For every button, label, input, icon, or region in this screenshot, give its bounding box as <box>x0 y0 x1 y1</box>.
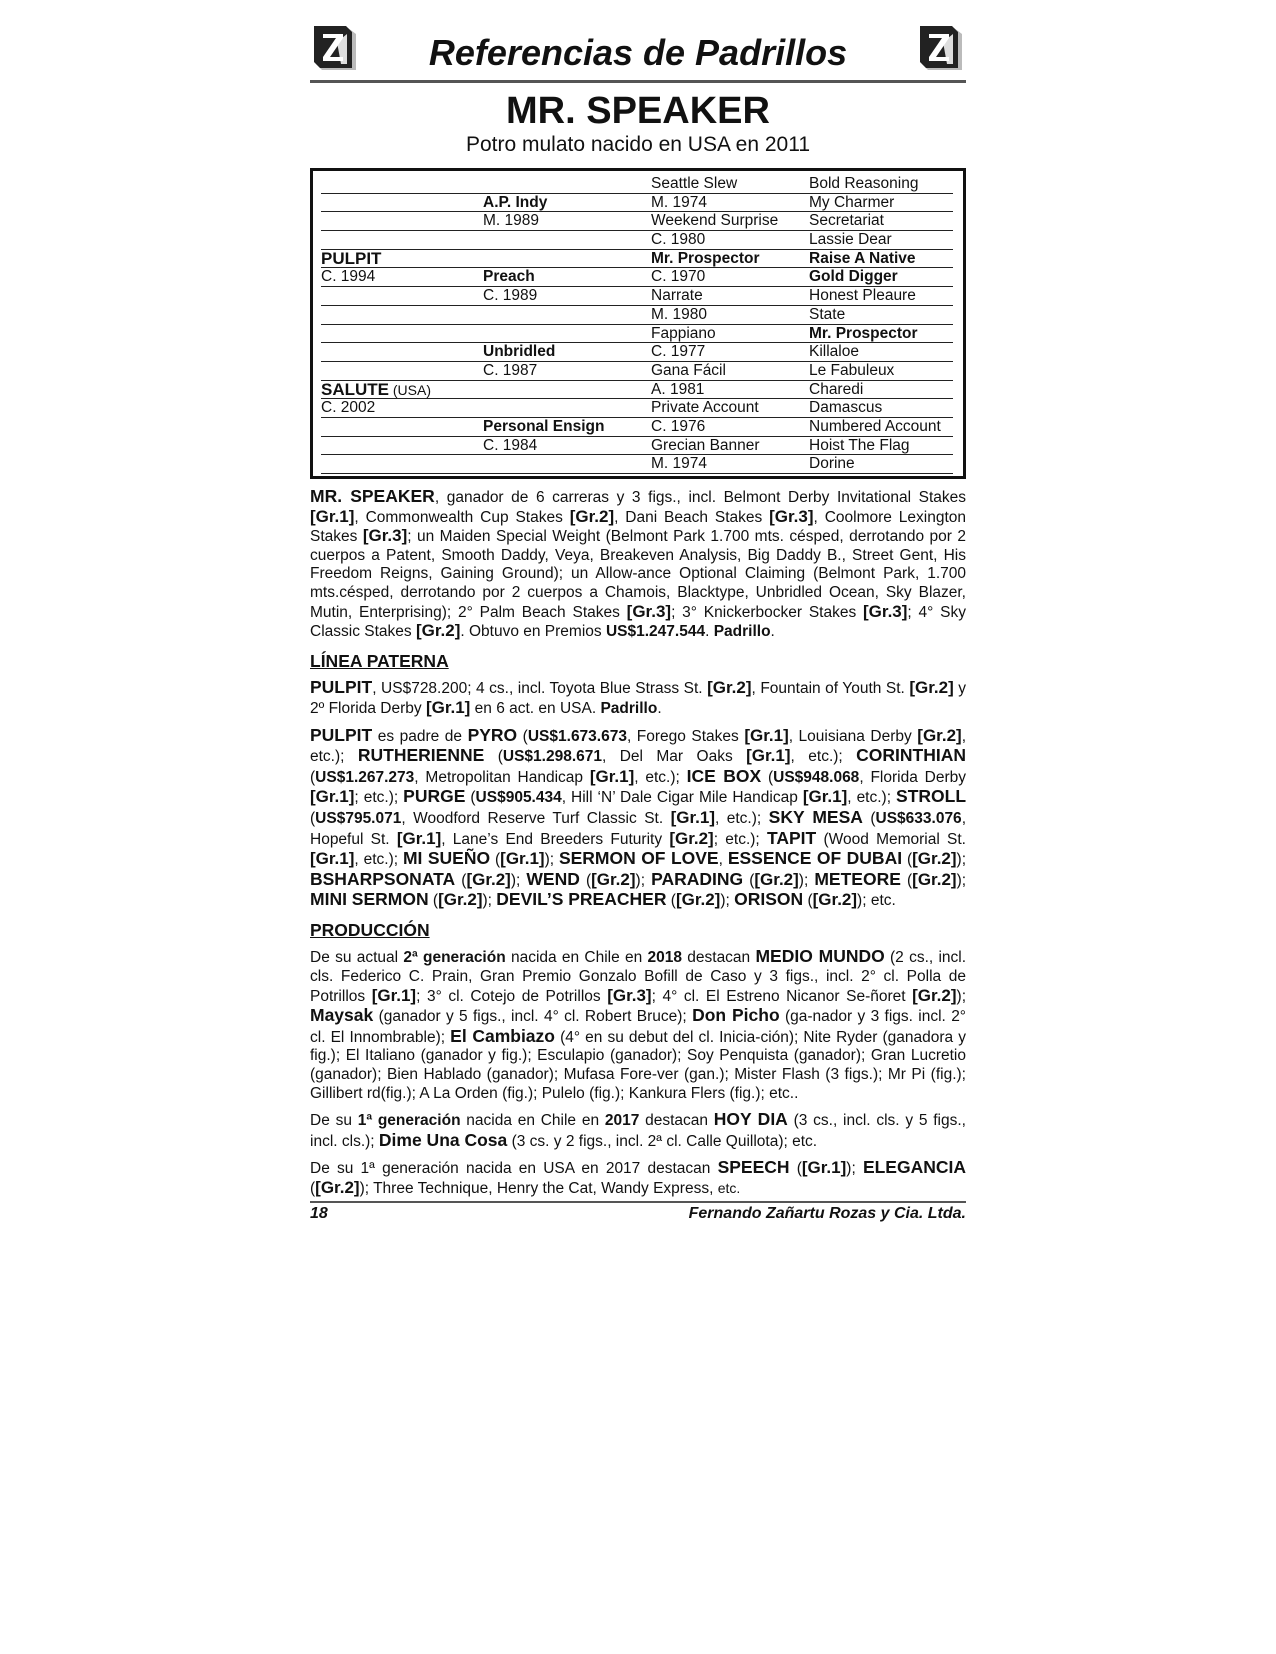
pedigree-cell <box>483 250 651 269</box>
pedigree-row <box>321 268 953 287</box>
pedigree-cell: Damascus <box>809 399 953 418</box>
pedigree-cell: Seattle Slew <box>651 175 809 194</box>
pedigree-cell: Numbered Account <box>809 418 953 437</box>
logo-icon <box>918 24 964 74</box>
pedigree-cell: A.P. Indy <box>483 194 651 213</box>
pedigree-cell: Unbridled <box>483 343 651 362</box>
page-number: 18 <box>310 1204 328 1222</box>
production-paragraph-usa-2017: De su 1ª generación nacida en USA en 2017 destacan SPEECH ([Gr.1]); ELEGANCIA ([Gr.2]); Three Technique, Henry the Cat, Wandy Express, etc. <box>310 1157 966 1197</box>
pedigree-cell: M. 1974 <box>651 455 809 474</box>
pedigree-row <box>321 343 953 362</box>
pedigree-cell: Le Fabuleux <box>809 362 953 381</box>
page-footer <box>310 1201 966 1223</box>
horse-name: MR. SPEAKER <box>506 90 770 132</box>
article-body <box>310 487 966 1199</box>
pedigree-cell: Weekend Surprise <box>651 212 809 231</box>
pedigree-row <box>321 455 953 474</box>
pedigree-cell <box>321 362 483 381</box>
pedigree-cell: Mr. Prospector <box>809 325 953 344</box>
pedigree-cell <box>483 325 651 344</box>
pedigree-cell <box>321 343 483 362</box>
pedigree-cell: Preach <box>483 268 651 287</box>
pedigree-cell: M. 1974 <box>651 194 809 213</box>
pedigree-cell: Dorine <box>809 455 953 474</box>
pedigree-cell: Gana Fácil <box>651 362 809 381</box>
pedigree-row <box>321 399 953 418</box>
pedigree-cell: C. 1977 <box>651 343 809 362</box>
pedigree-cell: C. 1989 <box>483 287 651 306</box>
pedigree-cell: C. 1976 <box>651 418 809 437</box>
pedigree-cell <box>483 306 651 325</box>
sire-progeny-paragraph: PULPIT es padre de PYRO (US$1.673.673, Forego Stakes [Gr.1], Louisiana Derby [Gr.2], etc.); RUTHERIENNE (US$1.298.671, Del Mar Oaks [Gr.1], etc.); CORINTHIAN (US$1.267.273, Metropolitan Handicap [Gr.1], etc.); ICE BOX (US$948.068, Florida Derby [Gr.1]; etc.); PURGE (US$905.434, Hill ‘N’ Dale Cigar Mile Handicap [Gr.1], etc.); STROLL (US$795.071, Woodford Reserve Turf Classic St. [Gr.1], etc.); SKY MESA (US$633.076, Hopeful St. [Gr.1], Lane’s End Breeders Futurity [Gr.2]; etc.); TAPIT (Wood Memorial St. [Gr.1], etc.); MI SUEÑO ([Gr.1]); SERMON OF LOVE, ESSENCE OF DUBAI ([Gr.2]); BSHARPSONATA ([Gr.2]); WEND ([Gr.2]); PARADING ([Gr.2]); METEORE ([Gr.2]); MINI SERMON ([Gr.2]); DEVIL’S PREACHER ([Gr.2]); ORISON ([Gr.2]); etc. <box>310 724 967 910</box>
sire-record-paragraph: PULPIT, US$728.200; 4 cs., incl. Toyota Blue Strass St. [Gr.2], Fountain of Youth St. [Gr.2] y 2º Florida Derby [Gr.1] en 6 act. en USA. Padrillo. <box>310 677 967 717</box>
pedigree-cell: Grecian Banner <box>651 437 809 456</box>
pedigree-row <box>321 437 953 456</box>
pedigree-row <box>321 175 953 194</box>
pedigree-cell: Private Account <box>651 399 809 418</box>
pedigree-cell: C. 1987 <box>483 362 651 381</box>
header-rule <box>310 80 966 83</box>
pedigree-cell: Bold Reasoning <box>809 175 953 194</box>
pedigree-cell <box>321 231 483 250</box>
pedigree-cell: C. 1984 <box>483 437 651 456</box>
pedigree-row <box>321 250 953 269</box>
pedigree-cell: Hoist The Flag <box>809 437 953 456</box>
pedigree-cell <box>483 455 651 474</box>
pedigree-cell: Fappiano <box>651 325 809 344</box>
page-header <box>310 22 966 84</box>
pedigree-row <box>321 325 953 344</box>
pedigree-cell <box>321 325 483 344</box>
pedigree-cell <box>321 418 483 437</box>
pedigree-row <box>321 212 953 231</box>
pedigree-cell: Lassie Dear <box>809 231 953 250</box>
pedigree-cell <box>483 381 651 400</box>
production-paragraph-chile-2017: De su 1ª generación nacida en Chile en 2017 destacan HOY DIA (3 cs., incl. cls. y 5 figs., incl. cls.); Dime Una Cosa (3 cs. y 2 figs., incl. 2ª cl. Calle Quillota); etc. <box>310 1109 966 1150</box>
pedigree-cell: Narrate <box>651 287 809 306</box>
pedigree-dam-origin: (USA) <box>389 381 431 398</box>
pedigree-cell: Personal Ensign <box>483 418 651 437</box>
pedigree-cell: C. 1980 <box>651 231 809 250</box>
pedigree-cell: My Charmer <box>809 194 953 213</box>
pedigree-sire-name: PULPIT <box>321 250 483 269</box>
pedigree-cell: M. 1989 <box>483 212 651 231</box>
pedigree-row <box>321 231 953 250</box>
pedigree-cell <box>321 194 483 213</box>
pedigree-cell <box>483 399 651 418</box>
page-header-title: Referencias de Padrillos <box>428 32 848 73</box>
pedigree-cell: C. 1994 <box>321 268 483 287</box>
pedigree-cell: Mr. Prospector <box>651 250 809 269</box>
pedigree-cell <box>321 306 483 325</box>
pedigree-row <box>321 362 953 381</box>
pedigree-row <box>321 381 953 400</box>
pedigree-cell: Gold Digger <box>809 268 953 287</box>
section-heading-linea-paterna: LÍNEA PATERNA <box>310 650 449 671</box>
pedigree-table <box>310 168 966 479</box>
pedigree-dam-name: SALUTE <box>321 380 389 399</box>
horse-subtitle: Potro mulato nacido en USA en 2011 <box>465 133 810 156</box>
pedigree-row <box>321 287 953 306</box>
section-heading-produccion: PRODUCCIÓN <box>310 919 430 940</box>
production-paragraph-chile-2018: De su actual 2ª generación nacida en Chile en 2018 destacan MEDIO MUNDO (2 cs., incl. cls. Federico C. Prain, Gran Premio Gonzalo Bofill de Caso y 3 figs., incl. 2° cl. Polla de Potrillos [Gr.1]; 3° cl. Cotejo de Potrillos [Gr.3]; 4° cl. El Estreno Nicanor Se-ñoret [Gr.2]); Maysak (ganador y 5 figs., incl. 4° cl. Robert Bruce); Don Picho (ga-nador y 3 figs. incl. 2° cl. El Innombrable); El Cambiazo (4° en su debut del cl. Inicia-ción); Nite Ryder (ganadora y fig.); El Italiano (ganador y fig.); Esculapio (ganador); Soy Penquista (ganador); Gran Lucretio (ganador); Bien Hablado (ganador); Mufasa Fore-ver (gan.); Mister Flash (3 figs.); Mr Pi (fig.); Gillibert rd(fig.); A La Orden (fig.); Pulelo (fig.); Kankura Flers (fig.); etc.. <box>310 946 967 1102</box>
pedigree-row <box>321 418 953 437</box>
pedigree-cell <box>483 231 651 250</box>
pedigree-cell: Raise A Native <box>809 250 953 269</box>
document-page <box>310 22 966 1223</box>
pedigree-dam-cell <box>321 381 483 400</box>
footer-company: Fernando Zañartu Rozas y Cia. Ltda. <box>688 1204 966 1222</box>
pedigree-cell: Honest Pleaure <box>809 287 953 306</box>
race-record-paragraph: MR. SPEAKER, ganador de 6 carreras y 3 figs., incl. Belmont Derby Invitational Stakes [Gr.1], Commonwealth Cup Stakes [Gr.2], Dani Beach Stakes [Gr.3], Coolmore Lexington Stakes [Gr.3]; un Maiden Special Weight (Belmont Park 1.700 mts. césped, derrotando por 2 cuerpos a Patent, Smooth Daddy, Veya, Breakeven Analysis, Big Daddy B., Street Gent, His Freedom Reigns, Gaining Ground); un Allow-ance Optional Claiming (Belmont Park, 1.700 mts.césped, derrotando por 2 cuerpos a Chamois, Blacktype, Unbridled Ocean, Sky Blazer, Mutin, Enterprising); 2° Palm Beach Stakes [Gr.3]; 3° Knickerbocker Stakes [Gr.3]; 4° Sky Classic Stakes [Gr.2]. Obtuvo en Premios US$1.247.544. Padrillo. <box>310 486 967 641</box>
pedigree-cell: Killaloe <box>809 343 953 362</box>
pedigree-cell <box>321 437 483 456</box>
pedigree-row <box>321 194 953 213</box>
pedigree-cell <box>321 287 483 306</box>
pedigree-cell: State <box>809 306 953 325</box>
pedigree-cell: C. 1970 <box>651 268 809 287</box>
pedigree-cell <box>483 175 651 194</box>
pedigree-cell <box>321 212 483 231</box>
pedigree-cell: A. 1981 <box>651 381 809 400</box>
pedigree-row <box>321 306 953 325</box>
pedigree-cell: C. 2002 <box>321 399 483 418</box>
pedigree-cell: Charedi <box>809 381 953 400</box>
pedigree-cell: Secretariat <box>809 212 953 231</box>
pedigree-cell <box>321 455 483 474</box>
pedigree-cell <box>321 175 483 194</box>
pedigree-cell: M. 1980 <box>651 306 809 325</box>
